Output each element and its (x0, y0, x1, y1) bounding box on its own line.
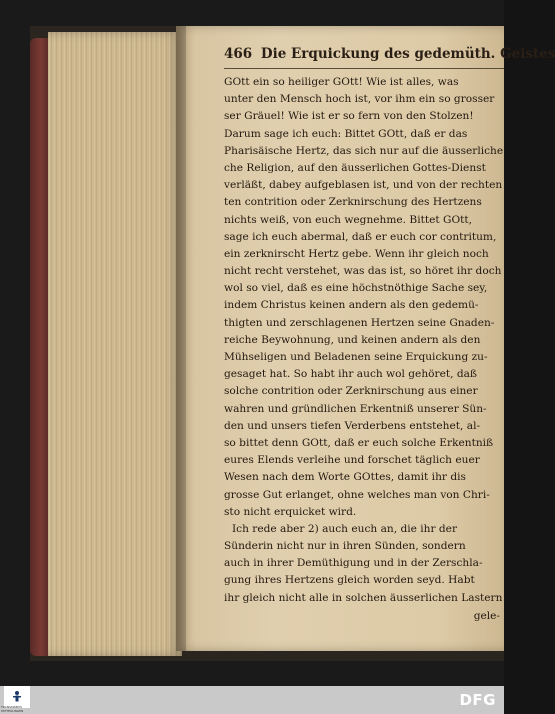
text-line: nicht recht verstehet, was das ist, so höret ihr doch (224, 265, 502, 278)
library-logo-icon (10, 690, 24, 704)
text-line: solche contrition oder Zerknirschung aus einer (224, 385, 478, 398)
book-page (176, 26, 555, 651)
text-line: den und unsers tiefen Verderbens entstehet, al- (224, 419, 481, 432)
text-line: Wesen nach dem Worte GOttes, damit ihr dis (224, 471, 466, 484)
text-line: so bittet denn GOtt, daß er euch solche Erkentniß (224, 436, 494, 449)
library-logo-text: TRANSKRIBUS MITTEILUNGEN (1, 705, 24, 713)
viewer-footer (0, 686, 504, 714)
text-line: wol so viel, daß es eine höchstnöthige Sache sey, (224, 282, 488, 295)
text-line: Darum sage ich euch: Bittet GOtt, daß er das (224, 127, 468, 140)
text-line: ten contrition oder Zerknirschung des Hertzens (224, 196, 482, 209)
text-line: Ich rede aber 2) auch euch an, die ihr der (232, 522, 458, 535)
text-line: wahren und gründlichen Erkentniß unserer Sün- (224, 402, 487, 415)
text-line: eures Elends verleihe und forschet täglich euer (224, 454, 480, 467)
book-fore-edge (48, 32, 182, 656)
text-line: sage ich euch abermal, daß er euch cor contritum, (224, 230, 497, 243)
running-head: Die Erquickung des gedemüth. Geistes (260, 46, 555, 62)
text-line: Mühseligen und Beladenen seine Erquickung zu- (224, 351, 488, 363)
book (30, 26, 555, 661)
text-line: verläßt, dabey aufgeblasen ist, und von der rechten (224, 179, 503, 192)
page-text (224, 74, 506, 607)
text-line: auch in ihrer Demüthigung und in der Zerschla- (224, 557, 483, 570)
text-line: ihr gleich nicht alle in solchen äusserlichen Lastern (224, 591, 503, 604)
text-line: GOtt ein so heiliger GOtt! Wie ist alles, was (224, 76, 459, 88)
gutter-shadow (176, 26, 186, 651)
text-line: gung ihres Hertzens gleich worden seyd. Habt (224, 574, 475, 587)
page-number: 466 (224, 46, 253, 62)
text-line: ein zerknirscht Hertz gebe. Wenn ihr gleich noch (224, 247, 489, 260)
text-line: nichts weiß, von euch wegnehme. Bittet GOtt, (224, 213, 473, 226)
text-line: thigten und zerschlagenen Hertzen seine Gnaden- (224, 316, 495, 329)
text-line: gesaget hat. So habt ihr auch wol gehöret, daß (224, 368, 478, 381)
text-line: reiche Beywohnung, und keinen andern als den (224, 333, 481, 346)
header-rule (224, 68, 504, 69)
running-header (224, 46, 555, 68)
text-line: ser Gräuel! Wie ist er so fern von den Stolzen! (224, 110, 474, 123)
dfg-logo[interactable]: DFG (459, 691, 496, 709)
text-line: Pharisäische Hertz, das sich nur auf die äusserliche (224, 144, 504, 157)
text-line: Sünderin nicht nur in ihren Sünden, sondern (224, 540, 466, 553)
text-line: unter den Mensch hoch ist, vor ihm ein so grosser (224, 93, 495, 106)
text-line: grosse Gut erlanget, ohne welches man von Chri- (224, 488, 490, 501)
text-line: sto nicht erquicket wird. (224, 505, 357, 518)
catchword: gele- (473, 610, 500, 622)
text-line: indem Christus keinen andern als den gedemü- (224, 299, 479, 312)
text-line: che Religion, auf den äusserlichen Gottes-Dienst (224, 161, 486, 174)
